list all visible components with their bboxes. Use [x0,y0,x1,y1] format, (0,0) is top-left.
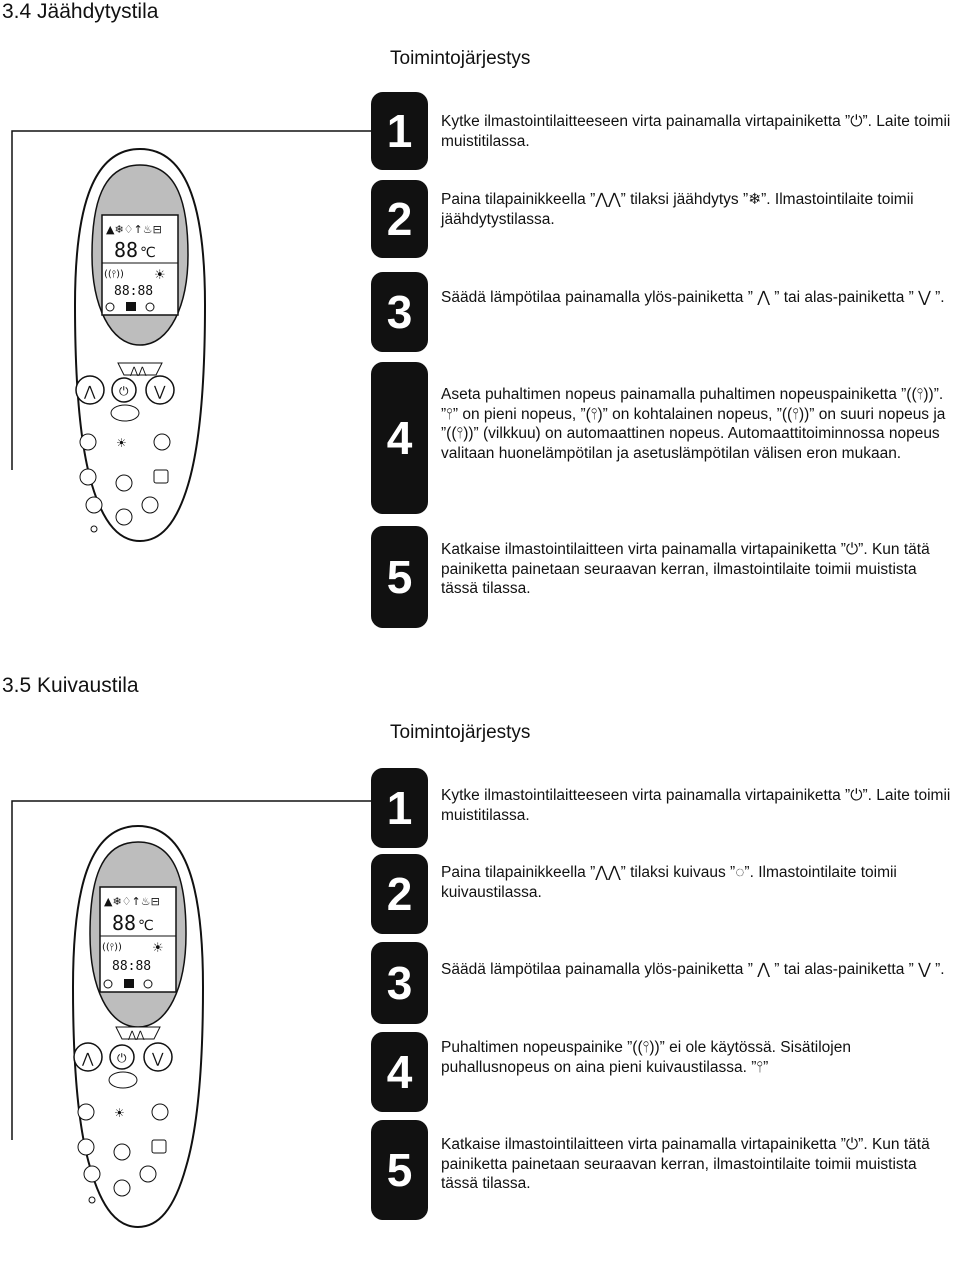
step-text: Katkaise ilmastointilaitteen virta painamalla virtapainiketta ”⏻”. Kun tätä painiketta painetaan seuraavan kerran, ilmastointilaite toimii muistista tässä tilassa. [441,1136,930,1192]
svg-text:▲❄♢↑♨⊟: ▲❄♢↑♨⊟ [106,223,162,236]
step-text: Säädä lämpötilaa painamalla ylös-painiketta ” ⋀ ” tai alas-painiketta ” ⋁ ”. [441,289,945,306]
remote-control [70,145,210,545]
remote-temp-display: 88 [112,911,137,935]
step-text: Paina tilapainikkeella ”⋀⋀” tilaksi jäähdytys ”❄”. Ilmastointilaite toimii jäähdytystilassa. [441,191,914,228]
step-text: Säädä lämpötilaa painamalla ylös-painiketta ” ⋀ ” tai alas-painiketta ” ⋁ ”. [441,961,945,978]
step-text: Aseta puhaltimen nopeus painamalla puhaltimen nopeuspainiketta ”((⫯))”. ”⫯” on pieni nopeus, ”(⫯)” on kohtalainen nopeus, ”((⫯))” on suuri nopeus ja ”((⫯))” (vilkkuu) on automaattinen nopeus. Automaattitoiminnossa nopeus valitaan huonelämpötilan ja asetuslämpötilan välisen eron mukaan. [441,386,946,462]
svg-text:⋁: ⋁ [154,383,166,399]
step-number-box [371,768,428,848]
svg-text:⋀⋀: ⋀⋀ [130,366,147,377]
svg-text:⋀: ⋀ [84,383,96,399]
step-number: 4 [386,412,413,464]
step-number-box [371,854,428,934]
svg-text:⏻: ⏻ [119,384,129,398]
remote-temp-display: 88 [114,238,139,262]
svg-text:⏻: ⏻ [117,1051,127,1065]
svg-text:☀: ☀ [114,1106,125,1120]
step-number-box [371,526,428,628]
step-number: 5 [386,551,413,603]
section-title: 3.5 Kuivaustila [2,674,139,697]
step-number: 2 [386,868,413,920]
step-text: Paina tilapainikkeella ”⋀⋀” tilaksi kuivaus ”◌”. Ilmastointilaite toimii kuivaustilassa. [441,864,897,901]
svg-text:⋁: ⋁ [152,1050,164,1066]
svg-text:((⫯)): ((⫯)) [102,942,122,953]
svg-text:☀: ☀ [116,436,127,450]
step-number-box [371,92,428,170]
step-number-box [371,180,428,258]
svg-text:℃: ℃ [138,918,154,934]
step-number: 1 [386,105,413,157]
svg-text:▲❄♢↑♨⊟: ▲❄♢↑♨⊟ [104,895,160,908]
step-number: 3 [386,957,413,1009]
step-number: 3 [386,286,413,338]
step-number-box [371,1120,428,1220]
section-title: 3.4 Jäähdytystila [2,0,159,23]
step-number: 2 [386,193,413,245]
step-number: 1 [386,782,413,834]
svg-text:☀: ☀ [152,941,164,956]
step-number-box [371,272,428,352]
step-number: 5 [386,1144,413,1196]
step-text: Kytke ilmastointilaitteeseen virta painamalla virtapainiketta ”⏻”. Laite toimii muistitilassa. [441,787,951,824]
step-text: Kytke ilmastointilaitteeseen virta painamalla virtapainiketta ”⏻”. Laite toimii muistitilassa. [441,113,951,150]
svg-text:⋀: ⋀ [82,1050,94,1066]
section-subtitle: Toimintojärjestys [390,722,531,743]
svg-text:℃: ℃ [140,245,156,261]
step-number-box [371,1032,428,1112]
step-number-box [371,362,428,514]
svg-text:((⫯)): ((⫯)) [104,269,124,280]
step-text: Puhaltimen nopeuspainike ”((⫯))” ei ole käytössä. Sisätilojen puhallusnopeus on aina pieni kuivaustilassa. ”⫯” [441,1039,851,1076]
step-text: Katkaise ilmastointilaitteen virta painamalla virtapainiketta ”⏻”. Kun tätä painiketta painetaan seuraavan kerran, ilmastointilaite toimii muistista tässä tilassa. [441,541,930,597]
section-subtitle: Toimintojärjestys [390,48,531,69]
step-number: 4 [386,1046,413,1098]
svg-text:⋀⋀: ⋀⋀ [128,1030,145,1041]
step-number-box [371,942,428,1024]
svg-text:88:88: 88:88 [114,284,154,299]
svg-text:88:88: 88:88 [112,959,152,974]
remote-control [68,822,208,1232]
svg-text:☀: ☀ [154,268,166,283]
